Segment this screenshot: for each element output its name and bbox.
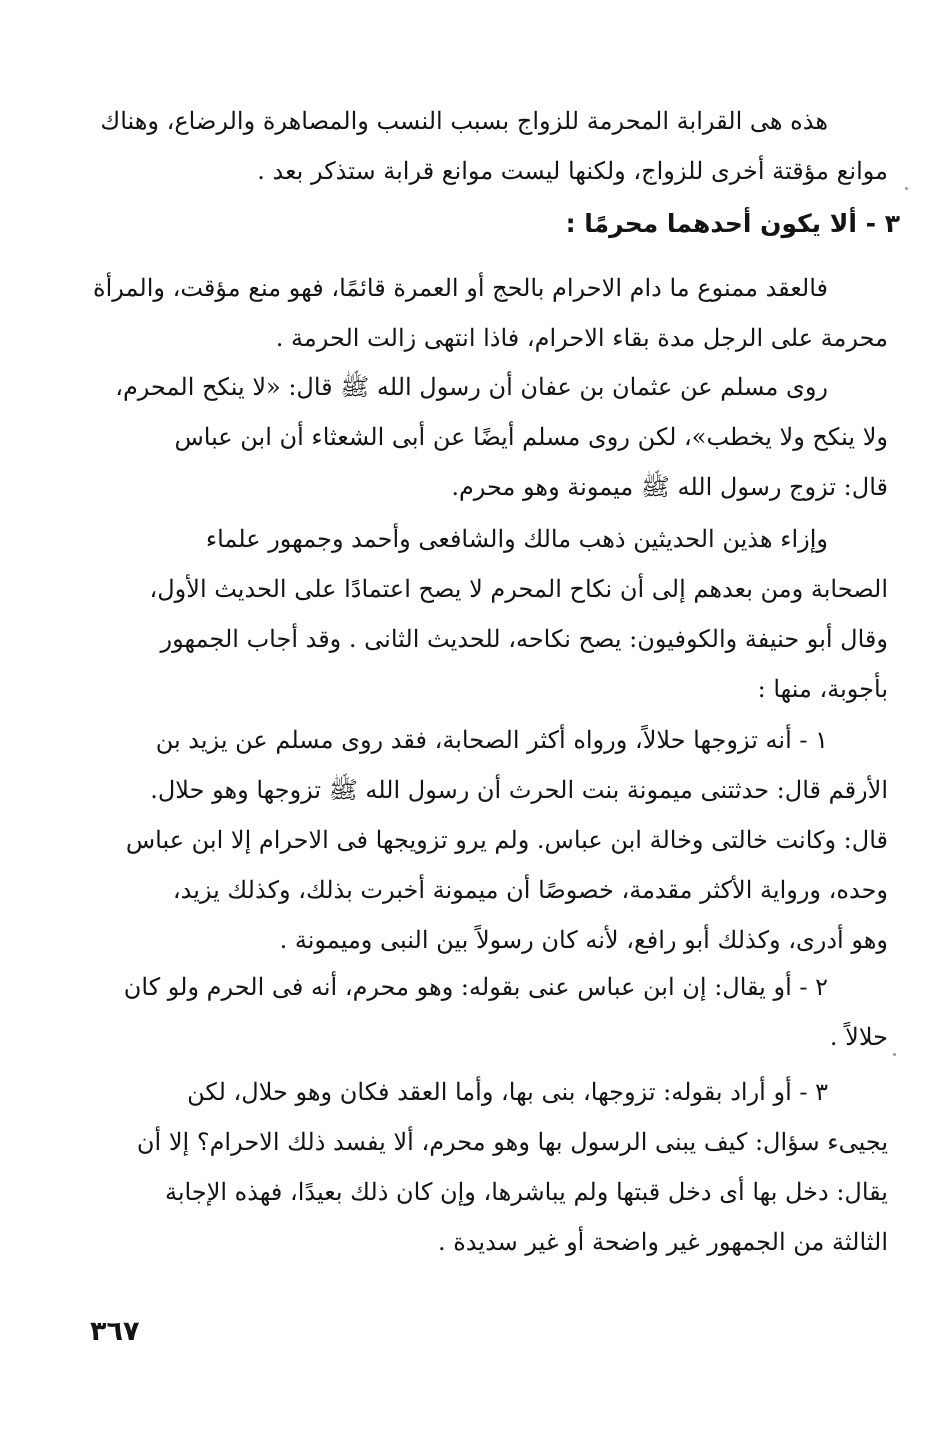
text-line: وحده، ورواية الأكثر مقدمة، خصوصًا أن ميمونة أخبرت بذلك، وكذلك يزيد،: [172, 876, 888, 904]
text-line: موانع مؤقتة أخرى للزواج، ولكنها ليست موانع قرابة ستذكر بعد .: [257, 157, 888, 185]
intro-paragraph: [88, 96, 888, 196]
text-line: محرمة على الرجل مدة بقاء الاحرام، فاذا انتهى زالت الحرمة .: [275, 324, 888, 352]
text-line: قال: وكانت خالتى وخالة ابن عباس. ولم يرو تزويجها فى الاحرام إلا ابن عباس: [125, 826, 888, 854]
scan-speck: [905, 187, 908, 190]
paragraph-ihram-ban: [88, 263, 888, 363]
paragraph-answer-one: [88, 715, 888, 965]
text-line: الثالثة من الجمهور غير واضحة أو غير سديدة .: [437, 1228, 888, 1256]
text-line: فالعقد ممنوع ما دام الاحرام بالحج أو العمرة قائمًا، فهو منع مؤقت، والمرأة: [93, 274, 828, 302]
text-line: يجيىء سؤال: كيف يبنى الرسول بها وهو محرم، ألا يفسد ذلك الاحرام؟ إلا أن: [136, 1128, 888, 1156]
page-number: ٣٦٧: [90, 1316, 140, 1347]
text-line: ١ - أنه تزوجها حلالاً، ورواه أكثر الصحابة، فقد روى مسلم عن يزيد بن: [155, 726, 828, 754]
text-line: يقال: دخل بها أى دخل قبتها ولم يباشرها، وإن كان ذلك بعيدًا، فهذه الإجابة: [165, 1178, 888, 1206]
paragraph-muslim-narration: [88, 362, 888, 512]
paragraph-answer-three: [88, 1067, 888, 1267]
text-line: ولا ينكح ولا يخطب»، لكن روى مسلم أيضًا عن أبى الشعثاء أن ابن عباس: [174, 423, 888, 451]
text-line: بأجوبة، منها :: [757, 675, 888, 703]
text-line: هذه هى القرابة المحرمة للزواج بسبب النسب والمصاهرة والرضاع، وهناك: [100, 107, 828, 135]
text-line: روى مسلم عن عثمان بن عفان أن رسول الله ﷺ قال: «لا ينكح المحرم،: [115, 373, 828, 401]
text-line: ٢ - أو يقال: إن ابن عباس عنى بقوله: وهو محرم، أنه فى الحرم ولو كان: [123, 973, 828, 1001]
text-line: وإزاء هذين الحديثين ذهب مالك والشافعى وأحمد وجمهور علماء: [205, 525, 828, 553]
text-line: ٣ - أو أراد بقوله: تزوجها، بنى بها، وأما العقد فكان وهو حلال، لكن: [187, 1078, 828, 1106]
text-line: حلالاً .: [829, 1023, 888, 1051]
text-line: قال: تزوج رسول الله ﷺ ميمونة وهو محرم.: [451, 473, 888, 501]
text-line: وهو أدرى، وكذلك أبو رافع، لأنه كان رسولاً بين النبى وميمونة .: [279, 926, 888, 954]
text-line: الأرقم قال: حدثتنى ميمونة بنت الحرث أن رسول الله ﷺ تزوجها وهو حلال.: [150, 776, 888, 804]
scan-speck: [893, 1053, 896, 1056]
section-heading: ٣ - ألا يكون أحدهما محرمًا :: [565, 209, 900, 238]
paragraph-answer-two: [88, 962, 888, 1062]
text-line: الصحابة ومن بعدهم إلى أن نكاح المحرم لا يصح اعتمادًا على الحديث الأول،: [149, 575, 888, 603]
paragraph-scholars-opinions: [88, 514, 888, 714]
text-line: وقال أبو حنيفة والكوفيون: يصح نكاحه، للحديث الثانى . وقد أجاب الجمهور: [160, 625, 888, 653]
